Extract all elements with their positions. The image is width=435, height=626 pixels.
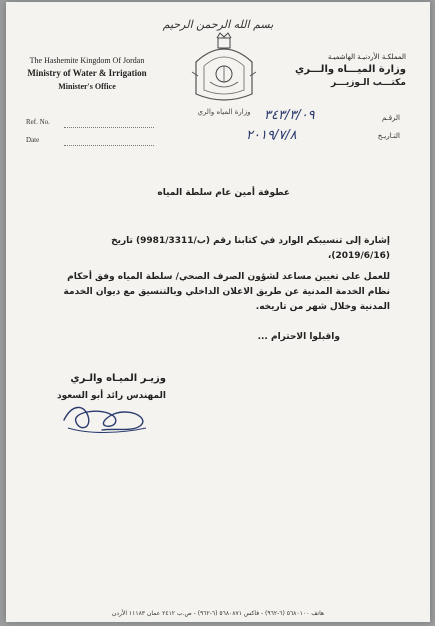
signatory-name: المهندس رائد أبو السعود <box>56 391 166 401</box>
kingdom-name-ar: المملكـة الأردنيـة الهاشميـة <box>327 53 406 61</box>
ar-date-label: التـاريـخ <box>377 132 400 140</box>
signatory-title: وزيـر الميـاه والـري <box>70 373 166 384</box>
handwritten-ref-number: ٣٤٣/٣/٠٩ <box>264 108 315 123</box>
signature-icon <box>58 398 154 442</box>
letter-body <box>50 234 390 321</box>
date-line <box>64 145 154 146</box>
basmala: بسم الله الرحمن الرحيم <box>162 18 274 31</box>
letter-page <box>6 2 430 622</box>
closing: واقبلوا الاحترام ... <box>257 332 340 342</box>
emblem-caption: وزارة المياه والري <box>197 108 251 116</box>
addressee: عطوفة أمين عام سلطة المياه <box>157 188 290 198</box>
body-paragraph-2: للعمل على تعيين مساعد لشؤون الصرف الصحي/ سلطة المياه وفق أحكام نظام الخدمة المدنية عن طريق الاعلان الداخلي وبالتنسيق مع ديوان الخدمة المدنية وخلال شهر من تاريخه. <box>63 272 390 312</box>
letter-footer: هاتف ٥٦٨٠١٠٠ (٦-٩٦٢) - فاكس ٥٦٨٠٨٧١ (٦-٩٦٢) - ص.ب ٢٤١٢ عمان ١١١٨٣ الأردن <box>111 610 325 617</box>
kingdom-name-en: The Hashemite Kingdom Of Jordan <box>29 56 145 65</box>
jordan-coat-of-arms-icon <box>190 32 258 112</box>
ar-ref-label: الرقـم <box>382 114 400 122</box>
ministry-name-ar: وزارة الميـــاه والـــري <box>295 64 406 75</box>
english-letterhead <box>22 54 152 93</box>
office-name-ar: مكتـــب الـوزيـــر <box>331 78 406 88</box>
ref-label: Ref. No. <box>26 118 50 126</box>
body-paragraph-1: إشارة إلى تنسيبكم الوارد في كتابنا رقم (ب/9981/3311) تاريخ (2019/6/16)، <box>111 236 390 261</box>
arabic-letterhead <box>286 52 406 90</box>
date-label: Date <box>26 136 40 144</box>
ref-line <box>64 127 154 128</box>
ministry-name-en: Ministry of Water & Irrigation <box>27 68 147 78</box>
office-name-en: Minister's Office <box>58 82 116 91</box>
handwritten-date: ٢٠١٩/٧/٨ <box>246 128 297 143</box>
